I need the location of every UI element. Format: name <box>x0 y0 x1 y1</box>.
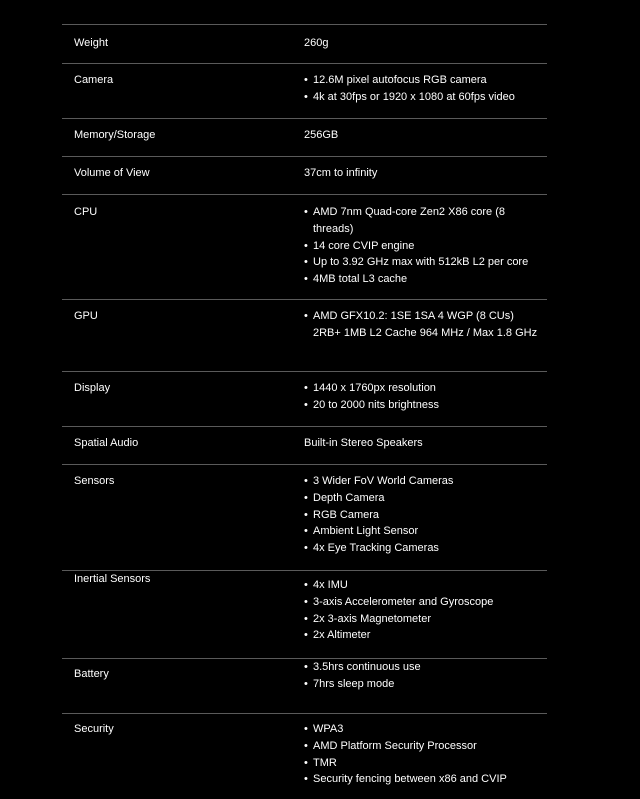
spec-value-security <box>304 721 544 788</box>
spec-item: • Security fencing between x86 and CVIP <box>304 771 544 788</box>
spec-value-memory-storage: 256GB <box>304 129 339 141</box>
spec-row-volume-of-view <box>62 156 547 195</box>
spec-row-security <box>62 713 547 798</box>
spec-value-battery <box>304 659 544 693</box>
spec-row-camera <box>62 63 547 119</box>
spec-item: • 14 core CVIP engine <box>304 238 544 255</box>
spec-item: • AMD 7nm Quad-core Zen2 X86 core (8 threads) <box>304 204 544 238</box>
spec-item: • 4k at 30fps or 1920 x 1080 at 60fps video <box>304 89 544 106</box>
spec-value-volume-of-view: 37cm to infinity <box>304 167 378 179</box>
spec-item: • 2x 3-axis Magnetometer <box>304 611 544 628</box>
spec-list-camera <box>304 72 544 106</box>
spec-label-camera: Camera <box>74 74 114 86</box>
spec-item: • 12.6M pixel autofocus RGB camera <box>304 72 544 89</box>
spec-list-cpu <box>304 204 544 288</box>
spec-item: • Up to 3.92 GHz max with 512kB L2 per core <box>304 254 544 271</box>
spec-item: • Depth Camera <box>304 490 544 507</box>
spec-item: • RGB Camera <box>304 507 544 524</box>
spec-value-gpu <box>304 308 544 342</box>
spec-value-spatial-audio: Built-in Stereo Speakers <box>304 437 423 449</box>
spec-label-display: Display <box>74 382 111 394</box>
spec-item: • 4x Eye Tracking Cameras <box>304 540 544 557</box>
spec-item: • 7hrs sleep mode <box>304 676 544 693</box>
spec-label-sensors: Sensors <box>74 475 115 487</box>
spec-item: • 3 Wider FoV World Cameras <box>304 473 544 490</box>
spec-value-cpu <box>304 204 544 288</box>
spec-label-weight: Weight <box>74 37 109 49</box>
spec-item: • 4x IMU <box>304 577 544 594</box>
spec-item: • 2x Altimeter <box>304 627 544 644</box>
spec-label-battery: Battery <box>74 668 109 680</box>
spec-item: • AMD GFX10.2: 1SE 1SA 4 WGP (8 CUs) 2RB+ 1MB L2 Cache 964 MHz / Max 1.8 GHz <box>304 308 544 342</box>
spec-label-cpu: CPU <box>74 206 98 218</box>
spec-list-security <box>304 721 544 788</box>
spec-label-spatial-audio: Spatial Audio <box>74 437 139 449</box>
spec-item: • TMR <box>304 755 544 772</box>
spec-row-sensors <box>62 464 547 571</box>
spec-list-sensors <box>304 473 544 557</box>
spec-row-spatial-audio <box>62 426 547 465</box>
spec-row-inertial-sensors <box>62 570 547 659</box>
spec-value-display <box>304 380 544 414</box>
spec-item: • 4MB total L3 cache <box>304 271 544 288</box>
spec-row-memory-storage <box>62 118 547 157</box>
spec-row-battery <box>62 658 547 714</box>
spec-label-memory-storage: Memory/Storage <box>74 129 156 141</box>
spec-item: • 20 to 2000 nits brightness <box>304 397 544 414</box>
spec-label-inertial-sensors: Inertial Sensors <box>74 573 151 585</box>
spec-value-camera <box>304 72 544 106</box>
spec-label-security: Security <box>74 723 114 735</box>
spec-item: • AMD Platform Security Processor <box>304 738 544 755</box>
spec-list-display <box>304 380 544 414</box>
spec-value-weight: 260g <box>304 37 329 49</box>
spec-item: • WPA3 <box>304 721 544 738</box>
spec-value-sensors <box>304 473 544 557</box>
spec-list-inertial-sensors <box>304 577 544 644</box>
spec-list-battery <box>304 659 544 693</box>
spec-label-gpu: GPU <box>74 310 98 322</box>
spec-list-gpu <box>304 308 544 342</box>
spec-label-volume-of-view: Volume of View <box>74 167 150 179</box>
spec-item: • 1440 x 1760px resolution <box>304 380 544 397</box>
spec-row-display <box>62 371 547 427</box>
spec-row-weight <box>62 24 547 63</box>
spec-item: • Ambient Light Sensor <box>304 523 544 540</box>
spec-item: • 3-axis Accelerometer and Gyroscope <box>304 594 544 611</box>
spec-row-gpu <box>62 299 547 372</box>
spec-row-cpu <box>62 194 547 300</box>
spec-item: • 3.5hrs continuous use <box>304 659 544 676</box>
spec-value-inertial-sensors <box>304 577 544 644</box>
